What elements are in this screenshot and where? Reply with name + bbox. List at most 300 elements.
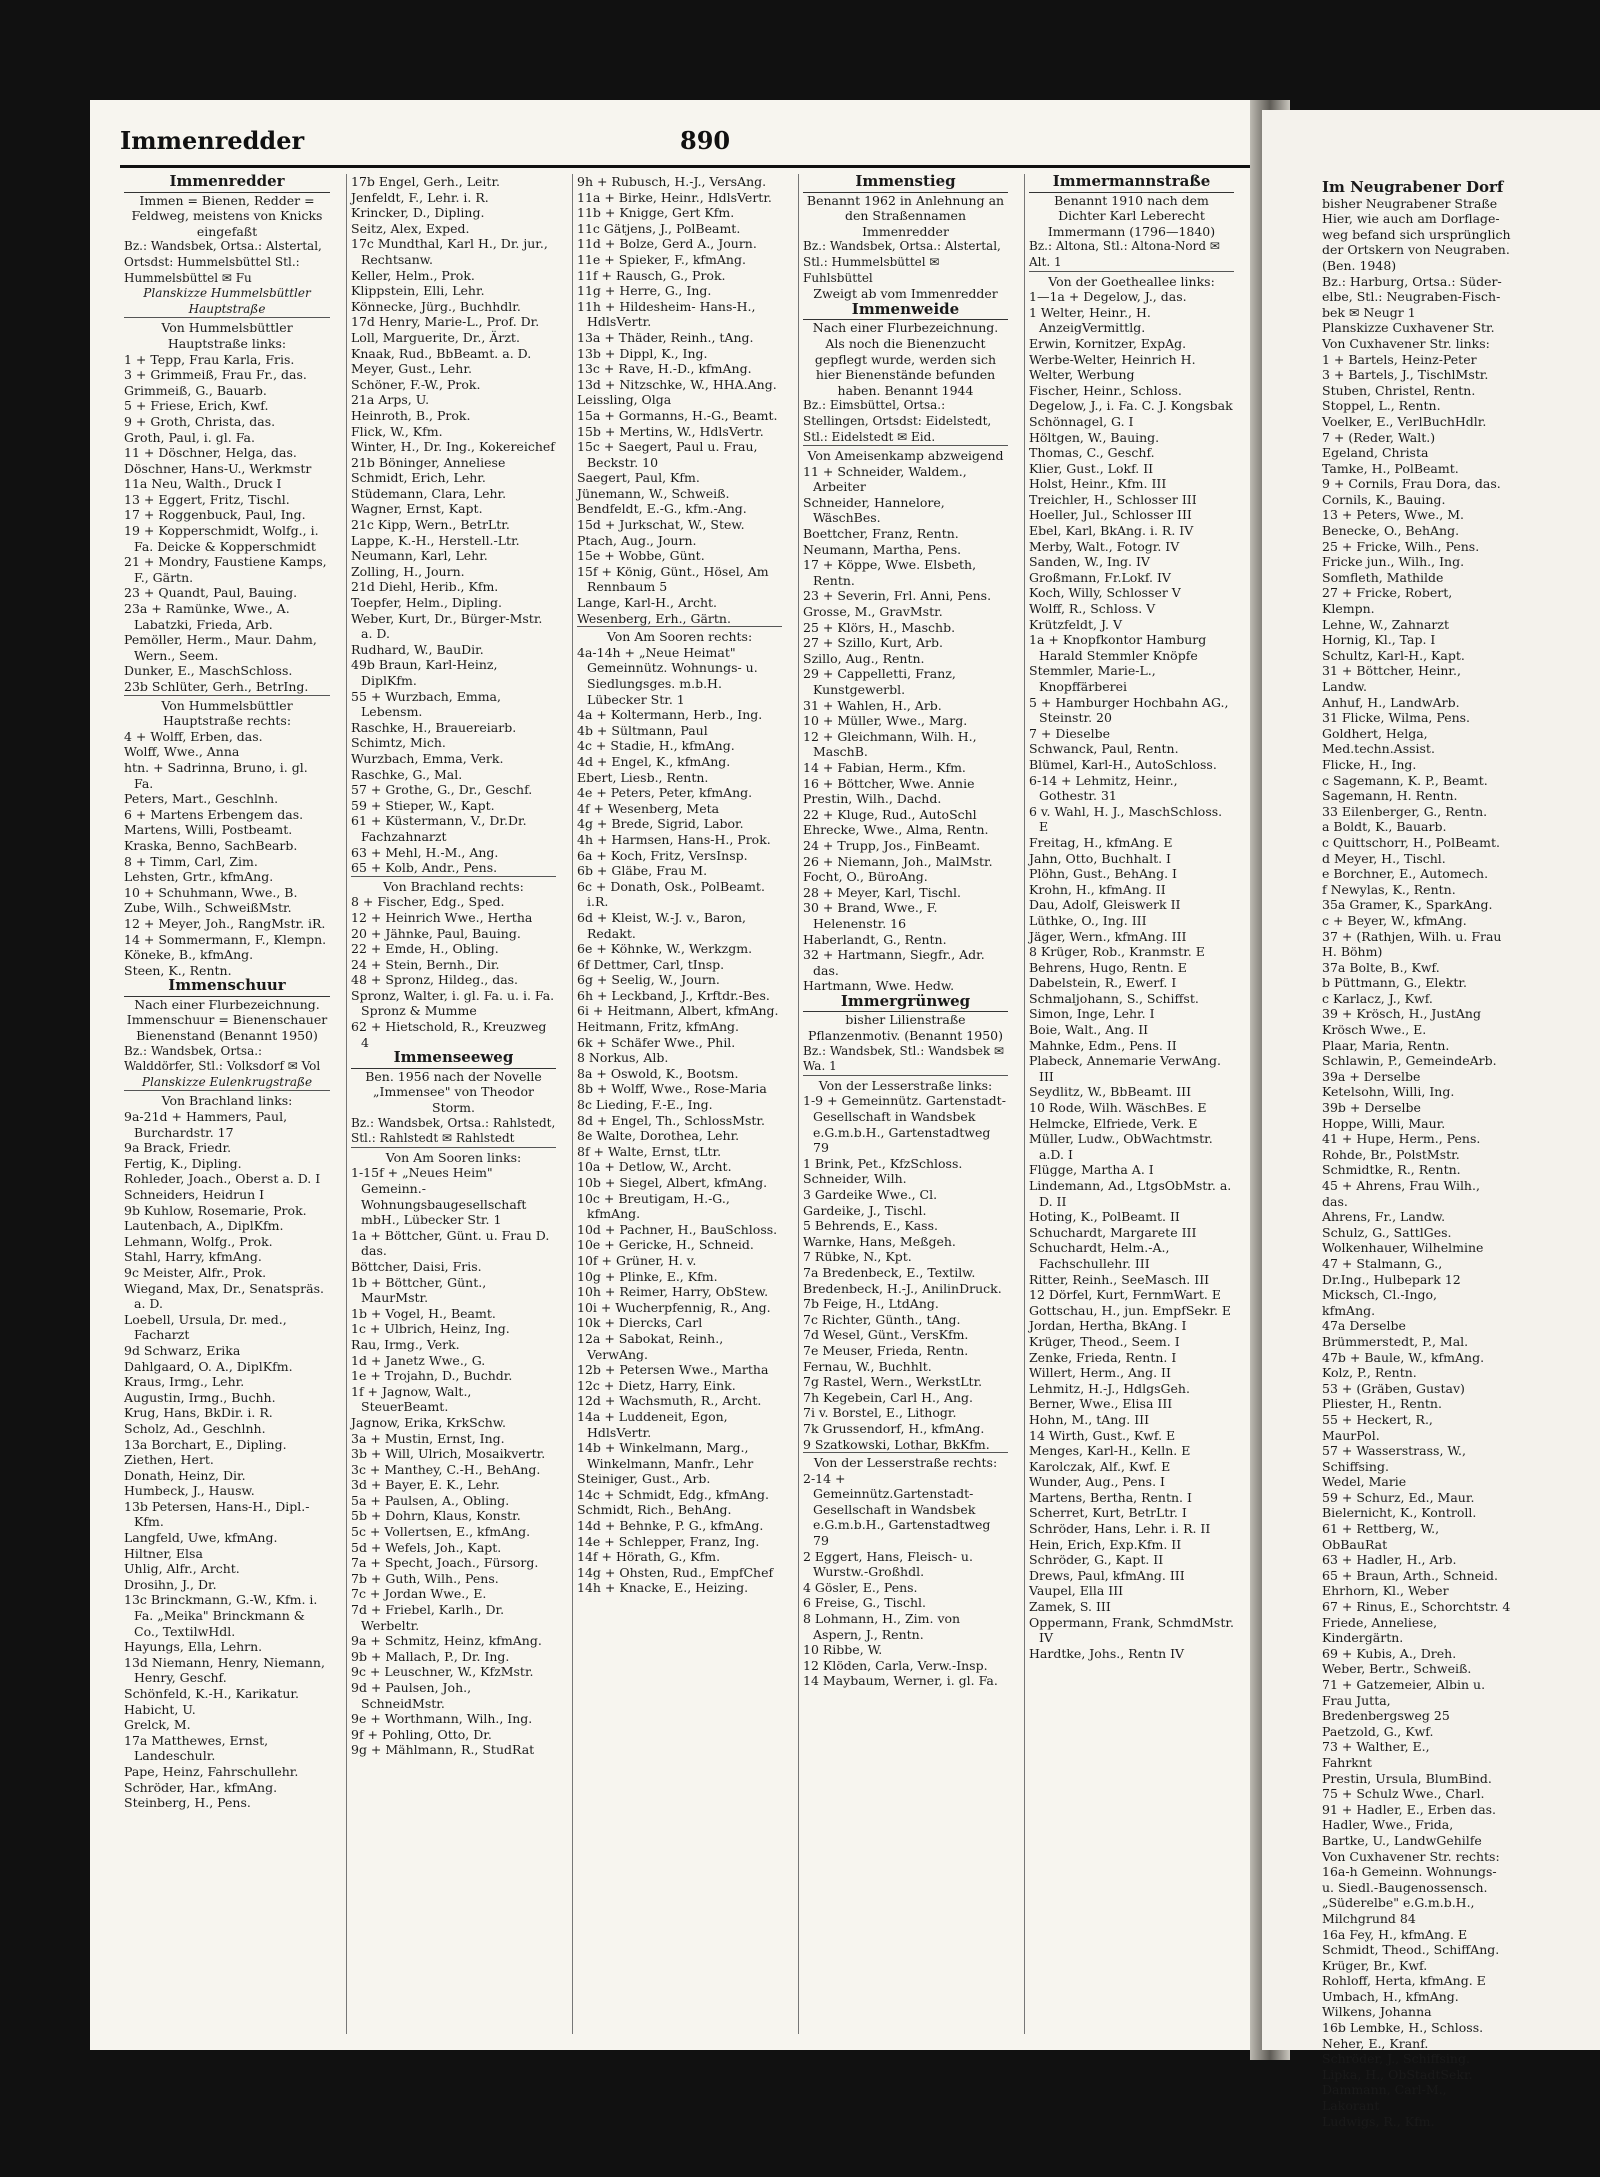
- resident-entry: Rudhard, W., BauDir.: [351, 641, 484, 657]
- resident-entry: 10 + Schuhmann, Wwe., B.: [124, 884, 298, 900]
- next-page-line: 33 Eilenberger, G., Rentn.: [1322, 803, 1488, 819]
- resident-entry: Zamek, S. III: [1029, 1599, 1111, 1615]
- resident-entry: Zolling, H., Journ.: [351, 563, 465, 579]
- next-page-line: der Ortskern von Neugraben.: [1322, 242, 1510, 258]
- resident-entry: Langfeld, Uwe, kfmAng.: [124, 1530, 278, 1546]
- street-district-info: Bz.: Wandsbek, Ortsa.: Walddörfer, Stl.: Volksdorf ✉ Vol: [124, 1043, 321, 1074]
- resident-entry: Neumann, Martha, Pens.: [803, 541, 962, 557]
- resident-entry: 10e + Gericke, H., Schneid.: [577, 1237, 754, 1253]
- next-page-line: bisher Neugrabener Straße: [1322, 195, 1498, 211]
- next-page-line: 7 + (Reder, Walt.): [1322, 429, 1436, 445]
- resident-entry: 13d + Nitzschke, W., HHA.Ang.: [577, 376, 777, 392]
- resident-entry: Peters, Mart., Geschlnh.: [124, 791, 279, 807]
- resident-entry: Kraska, Benno, SachBearb.: [124, 837, 298, 853]
- next-page-line: 71 + Gatzemeier, Albin u.: [1322, 1677, 1486, 1692]
- street-title: Immenstieg: [803, 174, 1008, 193]
- street-side-heading: Von der Goetheallee links:: [1029, 271, 1234, 290]
- resident-entry: 23 + Severin, Frl. Anni, Pens.: [803, 588, 992, 604]
- resident-entry: Behrens, Hugo, Rentn. E: [1029, 959, 1187, 975]
- next-page-line: e Borchner, E., Automech.: [1322, 866, 1489, 882]
- next-page-line: 57 + Wasserstrass, W.,: [1322, 1443, 1466, 1459]
- resident-entry: 19 + Kopperschmidt, Wolfg., i. Fa. Deicke & Kopperschmidt: [124, 523, 319, 554]
- next-page-street-title: Im Neugrabener Dorf: [1322, 178, 1504, 196]
- resident-entry: Groth, Paul, i. gl. Fa.: [124, 429, 255, 445]
- resident-entry: 17 + Roggenbuck, Paul, Ing.: [124, 507, 306, 523]
- resident-entry: 12 Dörfel, Kurt, FernmWart. E: [1029, 1287, 1221, 1303]
- resident-entry: 1d + Janetz Wwe., G.: [351, 1352, 486, 1368]
- resident-entry: Szillo, Aug., Rentn.: [803, 650, 925, 666]
- resident-entry: 14c + Schmidt, Edg., kfmAng.: [577, 1486, 769, 1502]
- resident-entry: 4h + Harmsen, Hans-H., Prok.: [577, 831, 771, 847]
- resident-entry: 10h + Reimer, Harry, ObStew.: [577, 1284, 769, 1300]
- resident-entry: 10f + Grüner, H. v.: [577, 1252, 697, 1268]
- resident-entry: Willert, Herm., Ang. II: [1029, 1365, 1171, 1381]
- next-page-line: Stuben, Christel, Rentn.: [1322, 382, 1476, 398]
- resident-entry: 25 + Klörs, H., Maschb.: [803, 619, 956, 635]
- resident-entry: Drews, Paul, kfmAng. III: [1029, 1567, 1185, 1583]
- next-page-line: 25 + Fricke, Wilh., Pens.: [1322, 538, 1480, 554]
- resident-entry: 22 + Emde, H., Obling.: [351, 941, 499, 957]
- resident-entry: 17 + Köppe, Wwe. Elsbeth, Rentn.: [803, 557, 977, 588]
- resident-entry: Böttcher, Daisi, Fris.: [351, 1258, 482, 1274]
- resident-entry: Jäger, Wern., kfmAng. III: [1029, 928, 1187, 944]
- resident-entry: Menges, Karl-H., Kelln. E: [1029, 1443, 1191, 1459]
- resident-entry: Koch, Willy, Schlosser V: [1029, 585, 1181, 601]
- resident-entry: 11g + Herre, G., Ing.: [577, 283, 712, 299]
- next-page-line: Rohloff, Herta, kfmAng. E: [1322, 1973, 1486, 1989]
- resident-entry: Rohleder, Joach., Oberst a. D. I: [124, 1171, 321, 1187]
- resident-entry: Habicht, U.: [124, 1701, 196, 1717]
- next-page-line: kfmAng.: [1322, 1302, 1376, 1318]
- next-page-line: Somfleth, Mathilde: [1322, 569, 1444, 585]
- next-page-line: c Sagemann, K. P., Beamt.: [1322, 772, 1488, 788]
- resident-entry: Jagnow, Erika, KrkSchw.: [351, 1414, 506, 1430]
- resident-entry: 1a + Knopfkontor Hamburg Harald Stemmler Knöpfe: [1029, 632, 1207, 663]
- next-page-line: c + Beyer, W., kfmAng.: [1322, 912, 1467, 928]
- resident-entry: Meyer, Gust., Lehr.: [351, 361, 472, 377]
- street-side-heading: Von Ameisenkamp abzweigend: [803, 445, 1008, 464]
- resident-entry: Ritter, Reinh., SeeMasch. III: [1029, 1271, 1210, 1287]
- street-description: Benannt 1910 nach dem Dichter Karl Leberecht Immermann (1796—1840): [1047, 192, 1216, 239]
- resident-entry: Lautenbach, A., DiplKfm.: [124, 1218, 284, 1234]
- next-page-line: Bielernicht, K., Kontroll.: [1322, 1505, 1477, 1521]
- resident-entry: 6g + Seelig, W., Journ.: [577, 972, 720, 988]
- resident-entry: 7a + Specht, Joach., Fürsorg.: [351, 1555, 539, 1571]
- resident-entry: 32 + Hartmann, Siegfr., Adr. das.: [803, 947, 985, 978]
- resident-entry: Prestin, Wilh., Dachd.: [803, 791, 942, 807]
- resident-entry: Wolff, R., Schloss. V: [1029, 601, 1156, 617]
- next-page-line: 31 + Böttcher, Heinr.,: [1322, 663, 1461, 679]
- resident-entry: Wolff, Wwe., Anna: [124, 744, 240, 760]
- resident-entry: 6c + Donath, Osk., PolBeamt. i.R.: [577, 878, 765, 910]
- next-page-line: weg befand sich ursprünglich: [1322, 226, 1511, 242]
- next-page-line: 47 + Stalmann, G.,: [1322, 1255, 1443, 1271]
- resident-entry: 10 + Müller, Wwe., Marg.: [803, 713, 968, 729]
- street-side-heading: Von der Lesserstraße links:: [803, 1075, 1008, 1094]
- resident-entry: Humbeck, J., Hausw.: [124, 1483, 255, 1499]
- resident-entry: 5a + Paulsen, A., Obling.: [351, 1492, 510, 1508]
- page-header: [120, 122, 1250, 162]
- resident-entry: 28 + Meyer, Karl, Tischl.: [803, 884, 962, 900]
- resident-entry: Welter, Werbung: [1029, 367, 1135, 383]
- resident-entry: Hardtke, Johs., Rentn IV: [1029, 1645, 1185, 1661]
- next-page-line: Flicke, H., Ing.: [1322, 756, 1417, 772]
- next-page-line: Milchgrund 84: [1322, 1910, 1416, 1926]
- resident-entry: 4a-14h + „Neue Heimat" Gemeinnütz. Wohnungs- u. Siedlungsges. m.b.H. Lübecker Str. 1: [577, 644, 758, 707]
- resident-entry: Höltgen, W., Bauing.: [1029, 429, 1160, 445]
- resident-entry: Focht, O., BüroAng.: [803, 869, 928, 885]
- resident-entry: 10k + Diercks, Carl: [577, 1315, 703, 1331]
- resident-entry: 17b Engel, Gerh., Leitr.: [351, 174, 501, 189]
- resident-entry: Merby, Walt., Fotogr. IV: [1029, 538, 1180, 554]
- next-page-line: Bz.: Harburg, Ortsa.: Süder-: [1322, 273, 1502, 289]
- column-area: [120, 174, 1250, 2034]
- next-page-line: Anhuf, H., LandwArb.: [1322, 694, 1460, 710]
- resident-entry: Wagner, Ernst, Kapt.: [351, 501, 483, 517]
- resident-entry: Pemöller, Herm., Maur. Dahm, Wern., Seem.: [124, 632, 317, 663]
- resident-entry: 13 + Eggert, Fritz, Tischl.: [124, 491, 290, 507]
- next-page-line: 16a-h Gemeinn. Wohnungs-: [1322, 1864, 1497, 1880]
- resident-entry: 9g + Mählmann, R., StudRat: [351, 1742, 535, 1758]
- resident-entry: Lindemann, Ad., LtgsObMstr. a. D. II: [1029, 1178, 1232, 1209]
- next-page-line: Hadler, Wwe., Frida,: [1322, 1817, 1454, 1833]
- resident-entry: 9a Brack, Friedr.: [124, 1140, 232, 1156]
- resident-entry: 7i v. Borstel, E., Lithogr.: [803, 1405, 957, 1421]
- next-page-line: 63 + Hadler, H., Arb.: [1322, 1552, 1457, 1568]
- next-page-line: 65 + Braun, Arth., Schneid.: [1322, 1567, 1499, 1583]
- resident-entry: 8 + Fischer, Edg., Sped.: [351, 894, 505, 910]
- resident-entry: 13a Borchart, E., Dipling.: [124, 1436, 287, 1452]
- next-page-line: Kolz, P., Rentn.: [1322, 1365, 1417, 1381]
- resident-entry: 14f + Hörath, G., Kfm.: [577, 1549, 721, 1565]
- resident-entry: Ebert, Liesb., Rentn.: [577, 769, 709, 785]
- column-3: [572, 174, 786, 2034]
- resident-entry: 48 + Spronz, Hildeg., das.: [351, 972, 519, 988]
- next-page-line: Sagemann, H. Rentn.: [1322, 788, 1458, 804]
- resident-entry: 11h + Hildesheim- Hans-H., HdlsVertr.: [577, 298, 756, 330]
- street-description: Immen = Bienen, Redder = Feldweg, meistens von Knicks eingefaßt: [131, 192, 323, 239]
- resident-entry: Fertig, K., Dipling.: [124, 1155, 242, 1171]
- resident-entry: 14h + Knacke, E., Heizing.: [577, 1580, 749, 1596]
- resident-entry: Könnecke, Jürg., Buchhdlr.: [351, 298, 521, 314]
- resident-entry: 3c + Manthey, C.-H., BehAng.: [351, 1461, 541, 1477]
- resident-entry: 7c + Jordan Wwe., E.: [351, 1586, 487, 1602]
- resident-entry: Dau, Adolf, Gleiswerk II: [1029, 897, 1181, 913]
- next-page-line: 16a Fey, H., kfmAng. E: [1322, 1926, 1468, 1942]
- next-page-line: 37a Bolte, B., Kwf.: [1322, 959, 1440, 975]
- resident-entry: Schmaljohann, S., Schiffst.: [1029, 990, 1199, 1006]
- next-page-line: 59 + Schurz, Ed., Maur.: [1322, 1489, 1475, 1505]
- next-page-line: Ehrhorn, Kl., Weber: [1322, 1583, 1449, 1599]
- resident-entry: Holst, Heinr., Kfm. III: [1029, 476, 1167, 492]
- next-page-line: 27 + Fricke, Robert,: [1322, 585, 1453, 601]
- resident-entry: Treichler, H., Schlosser III: [1029, 491, 1197, 507]
- resident-entry: 1e + Trojahn, D., Buchdr.: [351, 1368, 513, 1384]
- resident-entry: 49b Braun, Karl-Heinz, DiplKfm.: [351, 657, 498, 688]
- resident-entry: 9b + Mallach, P., Dr. Ing.: [351, 1648, 510, 1664]
- resident-entry: 4c + Stadie, H., kfmAng.: [577, 738, 735, 754]
- resident-entry: 9c + Leuschner, W., KfzMstr.: [351, 1664, 534, 1680]
- resident-entry: Schröder, Har., kfmAng.: [124, 1779, 278, 1795]
- resident-entry: Steiniger, Gust., Arb.: [577, 1471, 711, 1487]
- resident-entry: Plöhn, Gust., BehAng. I: [1029, 866, 1177, 882]
- resident-entry: Steen, K., Rentn.: [124, 962, 232, 978]
- next-page-line: Von Cuxhavener Str. links:: [1322, 335, 1490, 351]
- next-page-line: Stoppel, L., Rentn.: [1322, 398, 1441, 414]
- resident-entry: Knaak, Rud., BbBeamt. a. D.: [351, 345, 532, 361]
- street-plan-ref: Planskizze Eulenkrugstraße: [141, 1074, 313, 1089]
- resident-entry: 9f + Pohling, Otto, Dr.: [351, 1726, 492, 1742]
- next-page-line: 75 + Schulz Wwe., Charl.: [1322, 1786, 1485, 1802]
- resident-entry: 9c Meister, Alfr., Prok.: [124, 1264, 267, 1280]
- resident-entry: 7e Meuser, Frieda, Rentn.: [803, 1342, 969, 1358]
- resident-entry: Rau, Irmg., Verk.: [351, 1336, 460, 1352]
- next-page-line: Umbach, H., kfmAng.: [1322, 1988, 1459, 2004]
- next-page-line: 39b + Derselbe: [1322, 1100, 1421, 1116]
- resident-entry: Schneider, Hannelore, WäschBes.: [803, 494, 945, 526]
- next-page-line: Goldhert, Helga,: [1322, 725, 1428, 741]
- resident-entry: 7h Kegebein, Carl H., Ang.: [803, 1389, 974, 1405]
- resident-entry: Ziethen, Hert.: [124, 1452, 214, 1468]
- next-page-line: 16b Lembke, H., Schloss.: [1322, 2020, 1484, 2036]
- resident-entry: 24 + Stein, Bernh., Dir.: [351, 956, 500, 972]
- resident-entry: 7d + Friebel, Karlh., Dr. Werbeltr.: [351, 1602, 505, 1633]
- resident-entry: Wurzbach, Emma, Verk.: [351, 750, 504, 766]
- next-page-line: Schultz, Karl-H., Kapt.: [1322, 647, 1465, 663]
- next-page-line: 9 + Cornils, Frau Dora, das.: [1322, 476, 1501, 492]
- resident-entry: Hiltner, Elsa: [124, 1545, 203, 1561]
- street-side-heading: Von Am Sooren links:: [351, 1147, 556, 1166]
- resident-entry: 13b + Dippl, K., Ing.: [577, 345, 708, 361]
- resident-entry: 6d + Kleist, W.-J. v., Baron, Redakt.: [577, 909, 747, 941]
- resident-entry: 7 Rübke, N., Kpt.: [803, 1249, 912, 1265]
- resident-entry: 11a Neu, Walth., Druck I: [124, 476, 282, 492]
- street-description: bisher Lilienstraße Pflanzenmotiv. (Benannt 1950): [808, 1012, 1003, 1044]
- resident-entry: 23 + Quandt, Paul, Bauing.: [124, 585, 298, 601]
- resident-entry: Boie, Walt., Ang. II: [1029, 1022, 1149, 1038]
- resident-entry: 12d + Wachsmuth, R., Archt.: [577, 1393, 762, 1409]
- resident-entry: 21b Böninger, Anneliese: [351, 454, 506, 470]
- resident-entry: Stahl, Harry, kfmAng.: [124, 1249, 262, 1265]
- resident-entry: Helmcke, Elfriede, Verk. E: [1029, 1115, 1198, 1131]
- next-page-line: Plaar, Maria, Rentn.: [1322, 1037, 1450, 1053]
- resident-entry: 23b Schlüter, Gerh., BetrIng.: [124, 679, 309, 694]
- street-title: Immenweide: [803, 302, 1008, 321]
- next-page-line: Schröder, J., Schiffsing.: [1322, 2051, 1470, 2067]
- next-page-line: Krösch Wwe., E.: [1322, 1022, 1427, 1038]
- next-page-line: Micksch, Cl.-Ingo,: [1322, 1287, 1438, 1303]
- resident-entry: 20 + Jähnke, Paul, Bauing.: [351, 925, 521, 941]
- street-description: Zweigt ab vom Immenredder: [813, 286, 998, 302]
- resident-entry: 15b + Mertins, W., HdlsVertr.: [577, 423, 764, 439]
- resident-entry: Winter, H., Dr. Ing., Kokereichef: [351, 439, 555, 455]
- next-page-line: Dr.Ing., Hulbepark 12: [1322, 1271, 1461, 1287]
- resident-entry: Dahlgaard, O. A., DiplKfm.: [124, 1358, 293, 1374]
- resident-entry: 4g + Brede, Sigrid, Labor.: [577, 816, 744, 832]
- resident-entry: Krohn, H., kfmAng. II: [1029, 881, 1166, 897]
- next-page-line: 69 + Kubis, A., Dreh.: [1322, 1645, 1457, 1661]
- resident-entry: 5c + Vollertsen, E., kfmAng.: [351, 1524, 531, 1540]
- resident-entry: Jenfeldt, F., Lehr. i. R.: [351, 189, 489, 205]
- next-page-line: c Karlacz, J., Kwf.: [1322, 990, 1433, 1006]
- street-description: Nach einer Flurbezeichnung. Immenschuur = Bienenschauer Bienenstand (Benannt 1950): [126, 996, 328, 1044]
- resident-entry: Schuchardt, Helm.-A., Fachschullehr. III: [1029, 1240, 1170, 1271]
- resident-entry: 11e + Spieker, F., kfmAng.: [577, 251, 746, 267]
- next-page-line: Fricke jun., Wilh., Ing.: [1322, 554, 1465, 570]
- resident-entry: 6b + Gläbe, Frau M.: [577, 863, 708, 879]
- resident-entry: 63 + Mehl, H.-M., Ang.: [351, 844, 499, 860]
- resident-entry: 8 Norkus, Alb.: [577, 1050, 669, 1066]
- next-page-column: [1322, 180, 1511, 2129]
- resident-entry: Drosihn, J., Dr.: [124, 1576, 217, 1592]
- resident-entry: Ehrecke, Wwe., Alma, Rentn.: [803, 822, 989, 838]
- resident-entry: 11d + Bolze, Gerd A., Journ.: [577, 236, 757, 252]
- resident-entry: Heitmann, Fritz, kfmAng.: [577, 1019, 739, 1035]
- resident-entry: 17a Matthewes, Ernst, Landeschulr.: [124, 1732, 269, 1764]
- resident-entry: Döschner, Hans-U., Werkmstr: [124, 460, 312, 476]
- street-title: Immenredder: [124, 174, 330, 193]
- resident-entry: Hayungs, Ella, Lehrn.: [124, 1639, 263, 1655]
- resident-entry: 5 + Hamburger Hochbahn AG., Steinstr. 20: [1029, 694, 1229, 726]
- next-page-line: Lakorant: [1322, 2098, 1380, 2114]
- street-side-heading: Von Brachland rechts:: [351, 876, 556, 895]
- resident-entry: 8f + Walte, Ernst, tLtr.: [577, 1143, 722, 1159]
- resident-entry: Karolczak, Alf., Kwf. E: [1029, 1458, 1171, 1474]
- resident-entry: 14e + Schlepper, Franz, Ing.: [577, 1533, 760, 1549]
- resident-entry: Pape, Heinz, Fahrschullehr.: [124, 1763, 299, 1779]
- resident-entry: 4d + Engel, K., kfmAng.: [577, 753, 731, 769]
- resident-entry: Wesenberg, Erh., Gärtn.: [577, 610, 731, 626]
- next-page-line: Hier, wie auch am Dorflage-: [1322, 211, 1500, 227]
- resident-entry: Grosse, M., GravMstr.: [803, 604, 943, 620]
- resident-entry: Freitag, H., kfmAng. E: [1029, 834, 1173, 850]
- resident-entry: 11 + Schneider, Waldem., Arbeiter: [803, 463, 967, 495]
- resident-entry: 12a + Sabokat, Reinh., VerwAng.: [577, 1330, 724, 1362]
- resident-entry: Simon, Inge, Lehr. I: [1029, 1006, 1155, 1022]
- resident-entry: 21c Kipp, Wern., BetrLtr.: [351, 517, 510, 533]
- next-page-line: Landw.: [1322, 679, 1367, 694]
- resident-entry: Raschke, G., Mal.: [351, 766, 463, 782]
- resident-entry: 23a + Ramünke, Wwe., A. Labatzki, Frieda, Arb.: [124, 601, 290, 632]
- resident-entry: 14 + Fabian, Herm., Kfm.: [803, 759, 966, 775]
- next-page-line: 35a Gramer, K., SparkAng.: [1322, 897, 1493, 913]
- resident-entry: Berner, Wwe., Elisa III: [1029, 1396, 1173, 1412]
- resident-entry: 26 + Niemann, Joh., MalMstr.: [803, 853, 993, 869]
- resident-entry: 8d + Engel, Th., SchlossMstr.: [577, 1112, 765, 1128]
- resident-entry: 10i + Wucherpfennig, R., Ang.: [577, 1299, 771, 1315]
- resident-entry: 7a Bredenbeck, E., Textilw.: [803, 1264, 976, 1280]
- next-page-line: 53 + (Gräben, Gustav): [1322, 1380, 1465, 1396]
- resident-entry: Jordan, Hertha, BkAng. I: [1029, 1318, 1187, 1334]
- street-description: Nach einer Flurbezeichnung. Als noch die Bienenzucht gepflegt wurde, werden sich hier Bienenstände befunden haben. Benannt 1944: [812, 320, 999, 398]
- street-district-info: Bz.: Wandsbek, Ortsa.: Alstertal, Stl.: Hummelsbüttel ✉ Fuhlsbüttel: [803, 239, 1001, 285]
- street-side-heading: Von der Lesserstraße rechts:: [803, 1452, 1008, 1471]
- next-page-line: 55 + Heckert, R.,: [1322, 1411, 1433, 1427]
- resident-entry: Hoeller, Jul., Schlosser III: [1029, 507, 1192, 523]
- resident-entry: Müller, Ludw., ObWachtmstr. a.D. I: [1029, 1131, 1213, 1162]
- next-page-line: Schmidt, Theod., SchiffAng.: [1322, 1942, 1500, 1958]
- resident-entry: 5d + Wefels, Joh., Kapt.: [351, 1539, 502, 1555]
- resident-entry: 17d Henry, Marie-L., Prof. Dr.: [351, 314, 540, 330]
- resident-entry: Fernau, W., Buchhlt.: [803, 1358, 932, 1374]
- resident-entry: 15f + König, Günt., Hösel, Am Rennbaum 5: [577, 563, 769, 595]
- resident-entry: 1—1a + Degelow, J., das.: [1029, 289, 1187, 305]
- resident-entry: 21a Arps, U.: [351, 392, 430, 408]
- resident-entry: Lehmitz, H.-J., HdlgsGeh.: [1029, 1380, 1190, 1396]
- next-page-line: f Newylas, K., Rentn.: [1322, 881, 1456, 897]
- resident-entry: htn. + Sadrinna, Bruno, i. gl. Fa.: [124, 759, 308, 791]
- resident-entry: 15a + Gormanns, H.-G., Beamt.: [577, 407, 778, 423]
- next-page-line: Neher, E., Kranf.: [1322, 2035, 1429, 2051]
- resident-entry: Schmidt, Erich, Lehr.: [351, 470, 486, 486]
- resident-entry: 12 + Gleichmann, Wilh. H., MaschB.: [803, 728, 977, 760]
- resident-entry: 7k Grussendorf, H., kfmAng.: [803, 1420, 985, 1436]
- resident-entry: 10g + Plinke, E., Kfm.: [577, 1268, 718, 1284]
- resident-entry: 11f + Rausch, G., Prok.: [577, 267, 726, 283]
- resident-entry: 1-9 + Gemeinnütz. Gartenstadt-Gesellschaft in Wandsbek e.G.m.b.H., Gartenstadtweg 79: [803, 1093, 1006, 1156]
- next-page-line: Von Cuxhavener Str. rechts:: [1322, 1848, 1500, 1864]
- next-page-line: Lipka, H., ObStadtSekr.: [1322, 2066, 1473, 2082]
- next-page-line: H. Böhm): [1322, 944, 1383, 960]
- resident-entry: 8e Walte, Dorothea, Lehr.: [577, 1128, 740, 1144]
- resident-entry: Krützfeldt, J. V: [1029, 616, 1122, 632]
- resident-entry: 9d Schwarz, Erika: [124, 1342, 241, 1358]
- resident-entry: Sanden, W., Ing. IV: [1029, 554, 1150, 570]
- resident-entry: 13a + Thäder, Reinh., tAng.: [577, 329, 754, 345]
- resident-entry: 12 Klöden, Carla, Verw.-Insp.: [803, 1657, 988, 1673]
- resident-entry: Scherret, Kurt, BetrLtr. I: [1029, 1505, 1187, 1521]
- resident-entry: Thomas, C., Geschf.: [1029, 445, 1155, 461]
- resident-entry: 3a + Mustin, Ernst, Ing.: [351, 1430, 505, 1446]
- resident-entry: Martens, Bertha, Rentn. I: [1029, 1489, 1192, 1505]
- next-page-line: Hoppe, Willi, Maur.: [1322, 1115, 1446, 1131]
- resident-entry: Schmidt, Rich., BehAng.: [577, 1502, 732, 1518]
- resident-entry: Erwin, Kornitzer, ExpAg.: [1029, 335, 1187, 351]
- resident-entry: Leissling, Olga: [577, 392, 672, 408]
- resident-entry: Plabeck, Annemarie VerwAng. III: [1029, 1053, 1221, 1084]
- resident-entry: Heinroth, B., Prok.: [351, 407, 471, 423]
- next-page-line: 45 + Ahrens, Frau Wilh.,: [1322, 1178, 1480, 1193]
- resident-entry: Raschke, H., Brauereiarb.: [351, 719, 517, 735]
- resident-entry: 9h + Rubusch, H.-J., VersAng.: [577, 174, 767, 189]
- resident-entry: Toepfer, Helm., Dipling.: [351, 595, 502, 611]
- next-page-line: Wolkenhauer, Wilhelmine: [1322, 1240, 1484, 1256]
- resident-entry: Schöner, F.-W., Prok.: [351, 376, 481, 392]
- resident-entry: Oppermann, Frank, SchmdMstr. IV: [1029, 1614, 1234, 1646]
- next-page-line: d Meyer, H., Tischl.: [1322, 850, 1446, 866]
- resident-entry: 8 + Timm, Carl, Zim.: [124, 853, 258, 869]
- resident-entry: 12b + Petersen Wwe., Martha: [577, 1362, 769, 1378]
- resident-entry: 9a + Schmitz, Heinz, kfmAng.: [351, 1633, 542, 1649]
- next-page-line: b Püttmann, G., Elektr.: [1322, 975, 1467, 991]
- resident-entry: Lappe, K.-H., Herstell.-Ltr.: [351, 532, 520, 548]
- next-page-line: 91 + Hadler, E., Erben das.: [1322, 1801, 1497, 1817]
- street-side-heading: Von Am Sooren rechts:: [577, 626, 782, 645]
- resident-entry: Hein, Erich, Exp.Kfm. II: [1029, 1536, 1182, 1552]
- street-district-info: Bz.: Wandsbek, Ortsa.: Rahlstedt, Stl.: Rahlstedt ✉ Rahlstedt: [351, 1115, 556, 1146]
- street-title: Immenschuur: [124, 978, 330, 997]
- resident-entry: 4e + Peters, Peter, kfmAng.: [577, 785, 753, 801]
- resident-entry: Jünemann, W., Schweiß.: [577, 485, 730, 501]
- resident-entry: 10d + Pachner, H., BauSchloss.: [577, 1221, 778, 1237]
- street-title: Immergrünweg: [803, 994, 1008, 1013]
- resident-entry: Fischer, Heinr., Schloss.: [1029, 382, 1182, 398]
- street-title: Immermannstraße: [1029, 174, 1234, 193]
- resident-entry: Schönfeld, K.-H., Karikatur.: [124, 1686, 299, 1701]
- resident-entry: Kraus, Irmg., Lehr.: [124, 1374, 245, 1390]
- resident-entry: 11c Gätjens, J., PolBeamt.: [577, 220, 741, 236]
- next-page-line: Bredenbergsweg 25: [1322, 1708, 1450, 1724]
